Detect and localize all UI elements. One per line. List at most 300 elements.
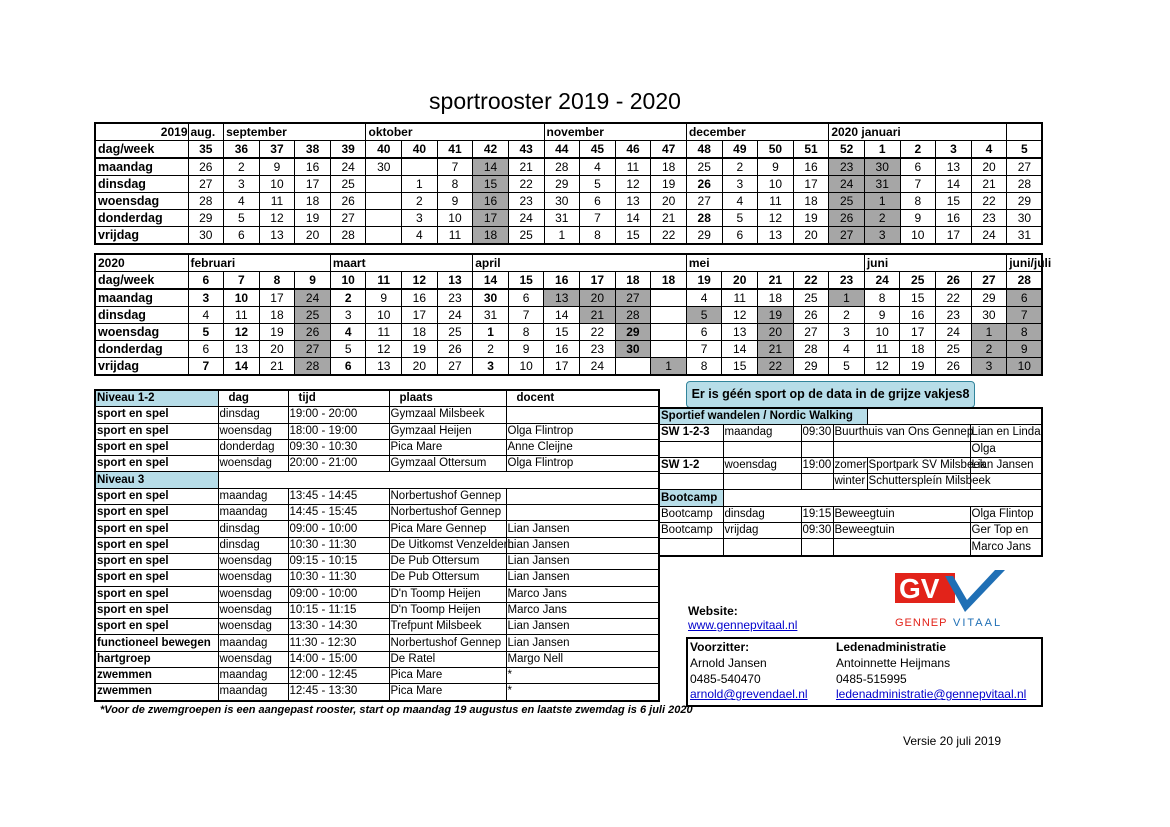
date-cell: 17 <box>900 324 936 341</box>
month-label: 2020 januari <box>829 123 1007 141</box>
schedule-cell: Norbertushof Gennep <box>389 488 506 504</box>
schedule-header-row <box>95 390 659 407</box>
date-cell: 6 <box>224 227 260 245</box>
schedule-row <box>95 684 659 701</box>
chair-email[interactable]: arnold@grevendael.nl <box>690 687 808 701</box>
date-cell: 28 <box>295 358 331 376</box>
week-number: 39 <box>330 141 366 159</box>
boot-cell: Bootcamp <box>659 523 723 539</box>
walk-cell: Sportpark SV Milsbeek <box>867 457 970 473</box>
walk-cell <box>801 474 833 490</box>
date-cell: 20 <box>295 227 331 245</box>
date-cell: 17 <box>259 289 295 307</box>
date-cell: 3 <box>864 227 900 245</box>
schedule-row <box>95 570 659 586</box>
date-cell: 27 <box>1007 158 1043 176</box>
date-cell: 20 <box>651 193 687 210</box>
walking-header: Sportief wandelen / Nordic Walking <box>659 408 867 425</box>
date-cell: 10 <box>1007 358 1043 376</box>
date-cell: 21 <box>508 158 544 176</box>
week-number: 22 <box>793 272 829 290</box>
date-cell: 16 <box>544 341 580 358</box>
date-cell: 13 <box>259 227 295 245</box>
date-cell: 18 <box>402 324 438 341</box>
schedule-row <box>95 586 659 602</box>
walk-cell <box>723 474 801 490</box>
date-cell: 2 <box>473 341 509 358</box>
date-cell: 10 <box>366 307 402 324</box>
schedule-cell: sport en spel <box>95 423 218 439</box>
date-cell: 13 <box>544 289 580 307</box>
day-label: dinsdag <box>95 307 188 324</box>
boot-cell: Marco Jans <box>970 539 1042 556</box>
date-cell: 17 <box>295 176 331 193</box>
date-cell: 6 <box>188 341 224 358</box>
schedule-cell: 18:00 - 19:00 <box>288 423 389 439</box>
date-cell: 24 <box>437 307 473 324</box>
date-cell: 18 <box>793 193 829 210</box>
walk-cell: maandag <box>723 425 801 441</box>
schedule-cell: sport en spel <box>95 456 218 472</box>
date-cell: 14 <box>473 158 509 176</box>
date-cell: 8 <box>1007 324 1043 341</box>
schedule-cell: zwemmen <box>95 668 218 684</box>
week-number: 19 <box>686 272 722 290</box>
schedule-cell: 09:00 - 10:00 <box>288 586 389 602</box>
date-cell: 18 <box>651 158 687 176</box>
chair-phone: 0485-540470 <box>690 672 761 686</box>
week-number: 45 <box>580 141 616 159</box>
schedule-cell: 14:00 - 15:00 <box>288 651 389 667</box>
schedule-cell: dinsdag <box>218 407 288 423</box>
week-number: 26 <box>936 272 972 290</box>
date-cell: 22 <box>758 358 794 376</box>
schedule-cell: woensdag <box>218 619 288 635</box>
month-label: 2019 <box>95 123 188 141</box>
date-cell: 15 <box>722 358 758 376</box>
date-cell: 26 <box>793 307 829 324</box>
walk-cell: woensdag <box>723 457 801 473</box>
date-cell: 22 <box>971 193 1007 210</box>
schedule-cell: 19:00 - 20:00 <box>288 407 389 423</box>
bootcamp-row <box>659 539 1042 556</box>
week-number: 52 <box>829 141 865 159</box>
schedule-cell: Norbertushof Gennep <box>389 505 506 521</box>
schedule-cell: Olga Flintrop <box>506 423 659 439</box>
admin-email[interactable]: ledenadministratie@gennepvitaal.nl <box>836 687 1027 701</box>
schedule-cell: Gymzaal Ottersum <box>389 456 506 472</box>
schedule-cell: 14:45 - 15:45 <box>288 505 389 521</box>
schedule-cell: Gymzaal Heijen <box>389 423 506 439</box>
date-cell: 29 <box>544 176 580 193</box>
svg-text:VITAAL: VITAAL <box>953 617 1003 629</box>
date-cell: 24 <box>580 358 616 376</box>
date-cell: 2 <box>402 193 438 210</box>
date-cell: 22 <box>508 176 544 193</box>
schedule-row <box>95 553 659 569</box>
calendar-2019 <box>94 122 1043 245</box>
date-cell: 11 <box>722 289 758 307</box>
date-cell: 14 <box>224 358 260 376</box>
date-cell: 11 <box>224 307 260 324</box>
schedule-row <box>95 505 659 521</box>
date-cell: 8 <box>437 176 473 193</box>
date-cell: 19 <box>900 358 936 376</box>
date-cell: 30 <box>544 193 580 210</box>
date-cell: 17 <box>936 227 972 245</box>
date-cell: 2 <box>722 158 758 176</box>
walk-cell: Olga <box>970 441 1042 457</box>
date-cell: 30 <box>473 289 509 307</box>
week-number: 43 <box>508 141 544 159</box>
schedule-cell: woensdag <box>218 423 288 439</box>
boot-cell: Ger Top en <box>970 523 1042 539</box>
date-cell: 3 <box>224 176 260 193</box>
schedule-cell: De Pub Ottersum <box>389 553 506 569</box>
week-number: 15 <box>508 272 544 290</box>
week-number: 36 <box>224 141 260 159</box>
date-cell: 19 <box>402 341 438 358</box>
date-cell: 13 <box>224 341 260 358</box>
date-cell: 18 <box>758 289 794 307</box>
week-number: 46 <box>615 141 651 159</box>
schedule-row <box>95 668 659 684</box>
date-cell: 7 <box>1007 307 1043 324</box>
date-cell: 14 <box>722 341 758 358</box>
walk-cell: SW 1-2-3 <box>659 425 723 441</box>
svg-text:GENNEP: GENNEP <box>895 617 948 629</box>
schedule-header: plaats <box>389 390 506 407</box>
date-cell: 6 <box>1007 289 1043 307</box>
date-cell: 27 <box>793 324 829 341</box>
date-cell: 14 <box>936 176 972 193</box>
schedule-cell: sport en spel <box>95 439 218 455</box>
schedule-cell: sport en spel <box>95 537 218 553</box>
schedule-cell: Norbertushof Gennep <box>389 635 506 651</box>
date-cell: 30 <box>366 158 402 176</box>
date-cell: 26 <box>686 176 722 193</box>
week-number: 47 <box>651 141 687 159</box>
date-cell: 4 <box>224 193 260 210</box>
month-label: december <box>686 123 828 141</box>
date-cell: 30 <box>864 158 900 176</box>
date-cell: 30 <box>188 227 224 245</box>
date-cell <box>366 193 402 210</box>
schedule-row <box>95 407 659 423</box>
date-cell: 7 <box>900 176 936 193</box>
walking-row <box>659 474 1042 490</box>
date-cell: 16 <box>295 158 331 176</box>
date-cell: 9 <box>1007 341 1043 358</box>
date-cell: 5 <box>580 176 616 193</box>
date-cell: 13 <box>936 158 972 176</box>
boot-cell: 19:15 <box>801 506 833 522</box>
date-cell: 8 <box>686 358 722 376</box>
week-number: 48 <box>686 141 722 159</box>
day-row <box>95 307 1042 324</box>
schedule-cell <box>506 505 659 521</box>
week-number: 9 <box>295 272 331 290</box>
boot-cell: dinsdag <box>723 506 801 522</box>
date-cell: 10 <box>259 176 295 193</box>
walk-cell <box>833 441 970 457</box>
date-cell: 4 <box>722 193 758 210</box>
schedule-cell: functioneel bewegen <box>95 635 218 651</box>
date-cell: 7 <box>188 358 224 376</box>
date-cell: 20 <box>793 227 829 245</box>
date-cell: 26 <box>829 210 865 227</box>
date-cell: 19 <box>758 307 794 324</box>
walking-bootcamp-table <box>658 407 1043 557</box>
date-cell: 19 <box>295 210 331 227</box>
schedule-cell: 09:30 - 10:30 <box>288 439 389 455</box>
date-cell: 9 <box>864 307 900 324</box>
walk-cell <box>659 441 723 457</box>
date-cell: 23 <box>437 289 473 307</box>
date-cell: 29 <box>793 358 829 376</box>
schedule-cell: 12:45 - 13:30 <box>288 684 389 701</box>
date-cell <box>366 227 402 245</box>
day-label: woensdag <box>95 193 188 210</box>
date-cell: 19 <box>651 176 687 193</box>
schedule-cell: D'n Toomp Heijen <box>389 586 506 602</box>
chair-label: Voorzitter: <box>690 640 750 654</box>
date-cell: 11 <box>366 324 402 341</box>
date-cell: 4 <box>188 307 224 324</box>
date-cell: 9 <box>366 289 402 307</box>
row-label: dag/week <box>95 141 188 159</box>
schedule-cell: 10:30 - 11:30 <box>288 570 389 586</box>
date-cell: 31 <box>473 307 509 324</box>
week-number: 50 <box>758 141 794 159</box>
date-cell: 27 <box>330 210 366 227</box>
date-cell: 14 <box>544 307 580 324</box>
month-label: 2020 <box>95 254 188 272</box>
schedule-cell: sport en spel <box>95 619 218 635</box>
date-cell: 4 <box>686 289 722 307</box>
day-label: donderdag <box>95 341 188 358</box>
walk-cell <box>723 441 801 457</box>
month-label: september <box>224 123 366 141</box>
schedule-row <box>95 537 659 553</box>
week-number: 13 <box>437 272 473 290</box>
day-row <box>95 324 1042 341</box>
date-cell: 28 <box>330 227 366 245</box>
date-cell: 29 <box>1007 193 1043 210</box>
schedule-cell: D'n Toomp Heijen <box>389 602 506 618</box>
schedule-row <box>95 423 659 439</box>
schedule-cell: Lian Jansen <box>506 521 659 537</box>
schedule-cell: Pica Mare Gennep <box>389 521 506 537</box>
schedule-cell: De Uitkomst Venzelderh <box>389 537 506 553</box>
day-label: dinsdag <box>95 176 188 193</box>
schedule-cell: De Pub Ottersum <box>389 570 506 586</box>
website-label: Website: <box>688 604 738 618</box>
day-label: vrijdag <box>95 358 188 376</box>
date-cell: 7 <box>686 341 722 358</box>
day-row <box>95 176 1042 193</box>
boot-cell: Bootcamp <box>659 506 723 522</box>
week-number: 40 <box>402 141 438 159</box>
date-cell: 24 <box>508 210 544 227</box>
website-block <box>688 604 797 632</box>
date-cell <box>402 158 438 176</box>
schedule-header: Niveau 1-2 <box>95 390 218 407</box>
week-number: 2 <box>900 141 936 159</box>
month-label: april <box>473 254 687 272</box>
schedule-cell: 10:15 - 11:15 <box>288 602 389 618</box>
week-number: 21 <box>758 272 794 290</box>
date-cell <box>366 210 402 227</box>
schedule-cell: Lian Jansen <box>506 553 659 569</box>
schedule-cell: Marco Jans <box>506 586 659 602</box>
week-number: 23 <box>829 272 865 290</box>
date-cell: 25 <box>829 193 865 210</box>
walk-cell: 09:30 <box>801 425 833 441</box>
date-cell: 2 <box>224 158 260 176</box>
row-label: dag/week <box>95 272 188 290</box>
date-cell: 15 <box>544 324 580 341</box>
date-cell: 3 <box>473 358 509 376</box>
schedule-cell: sport en spel <box>95 586 218 602</box>
schedule-cell: * <box>506 668 659 684</box>
date-cell: 15 <box>900 289 936 307</box>
date-cell: 5 <box>686 307 722 324</box>
date-cell: 11 <box>864 341 900 358</box>
week-number: 3 <box>936 141 972 159</box>
date-cell: 12 <box>615 176 651 193</box>
date-cell: 22 <box>936 289 972 307</box>
boot-cell: 09:30 <box>801 523 833 539</box>
date-cell <box>651 341 687 358</box>
date-cell: 26 <box>437 341 473 358</box>
date-cell: 27 <box>295 341 331 358</box>
schedule-cell: Lian Jansen <box>506 635 659 651</box>
date-cell: 28 <box>615 307 651 324</box>
date-cell: 9 <box>259 158 295 176</box>
level-header: Niveau 3 <box>95 472 218 488</box>
schedule-row <box>95 521 659 537</box>
date-cell: 3 <box>829 324 865 341</box>
date-cell: 30 <box>615 341 651 358</box>
date-cell: 10 <box>437 210 473 227</box>
date-cell: 30 <box>1007 210 1043 227</box>
week-number: 1 <box>864 141 900 159</box>
date-cell: 25 <box>295 307 331 324</box>
day-label: maandag <box>95 158 188 176</box>
week-number: 14 <box>473 272 509 290</box>
date-cell: 20 <box>580 289 616 307</box>
date-cell: 18 <box>295 193 331 210</box>
schedule-cell: zwemmen <box>95 684 218 701</box>
date-cell: 11 <box>259 193 295 210</box>
date-cell: 5 <box>224 210 260 227</box>
schedule-cell: maandag <box>218 668 288 684</box>
schedule-cell: 10:30 - 11:30 <box>288 537 389 553</box>
date-cell: 4 <box>580 158 616 176</box>
walk-cell: SW 1-2 <box>659 457 723 473</box>
schedule-cell: 13:30 - 14:30 <box>288 619 389 635</box>
date-cell: 9 <box>437 193 473 210</box>
date-cell: 21 <box>580 307 616 324</box>
date-cell: 16 <box>936 210 972 227</box>
date-cell: 10 <box>758 176 794 193</box>
date-cell: 16 <box>473 193 509 210</box>
month-label: mei <box>686 254 864 272</box>
day-row <box>95 210 1042 227</box>
week-number: 35 <box>188 141 224 159</box>
schedule-cell: sport en spel <box>95 521 218 537</box>
date-cell: 26 <box>936 358 972 376</box>
schedule-cell: woensdag <box>218 570 288 586</box>
schedule-row <box>95 602 659 618</box>
svg-text:GV: GV <box>899 573 940 604</box>
schedule-cell: Gymzaal Milsbeek <box>389 407 506 423</box>
grey-cells-note: Er is géén sport op de data in de grijze vakjes8 <box>686 381 975 408</box>
date-cell: 23 <box>580 341 616 358</box>
date-cell: 13 <box>366 358 402 376</box>
date-cell: 1 <box>971 324 1007 341</box>
walk-cell: Buurthuis van Ons Gennep <box>833 425 970 441</box>
week-row <box>95 272 1042 290</box>
schedule-cell: dinsdag <box>218 537 288 553</box>
schedule-cell: donderdag <box>218 439 288 455</box>
date-cell: 7 <box>508 307 544 324</box>
schedule-cell: maandag <box>218 684 288 701</box>
calendar-2020 <box>94 253 1052 376</box>
date-cell: 1 <box>864 193 900 210</box>
week-number: 44 <box>544 141 580 159</box>
date-cell: 23 <box>936 307 972 324</box>
date-cell: 6 <box>330 358 366 376</box>
date-cell: 4 <box>402 227 438 245</box>
week-number: 51 <box>793 141 829 159</box>
date-cell: 7 <box>437 158 473 176</box>
walking-filler <box>867 408 1042 425</box>
date-cell: 5 <box>188 324 224 341</box>
schedule-row <box>95 651 659 667</box>
date-cell: 20 <box>758 324 794 341</box>
date-cell: 18 <box>900 341 936 358</box>
bootcamp-header: Bootcamp <box>659 490 723 506</box>
day-label: woensdag <box>95 324 188 341</box>
date-cell: 15 <box>473 176 509 193</box>
week-number: 10 <box>330 272 366 290</box>
walking-header-row <box>659 408 1042 425</box>
admin-phone: 0485-515995 <box>836 672 907 686</box>
month-row <box>95 123 1042 141</box>
bootcamp-filler <box>723 490 1042 506</box>
date-cell: 27 <box>829 227 865 245</box>
date-cell: 11 <box>615 158 651 176</box>
boot-cell: Beweegtuin <box>833 523 970 539</box>
schedule-row <box>95 439 659 455</box>
date-cell: 2 <box>829 307 865 324</box>
schedule-cell: Pica Mare <box>389 668 506 684</box>
week-number: 49 <box>722 141 758 159</box>
walk-cell <box>659 474 723 490</box>
date-cell: 3 <box>722 176 758 193</box>
schedule-header: docent <box>506 390 659 407</box>
date-cell: 27 <box>615 289 651 307</box>
date-cell <box>366 176 402 193</box>
website-link[interactable]: www.gennepvitaal.nl <box>688 618 798 632</box>
date-cell: 27 <box>437 358 473 376</box>
schedule-cell: woensdag <box>218 651 288 667</box>
date-cell: 1 <box>473 324 509 341</box>
schedule-row <box>95 488 659 504</box>
date-cell: 5 <box>829 358 865 376</box>
